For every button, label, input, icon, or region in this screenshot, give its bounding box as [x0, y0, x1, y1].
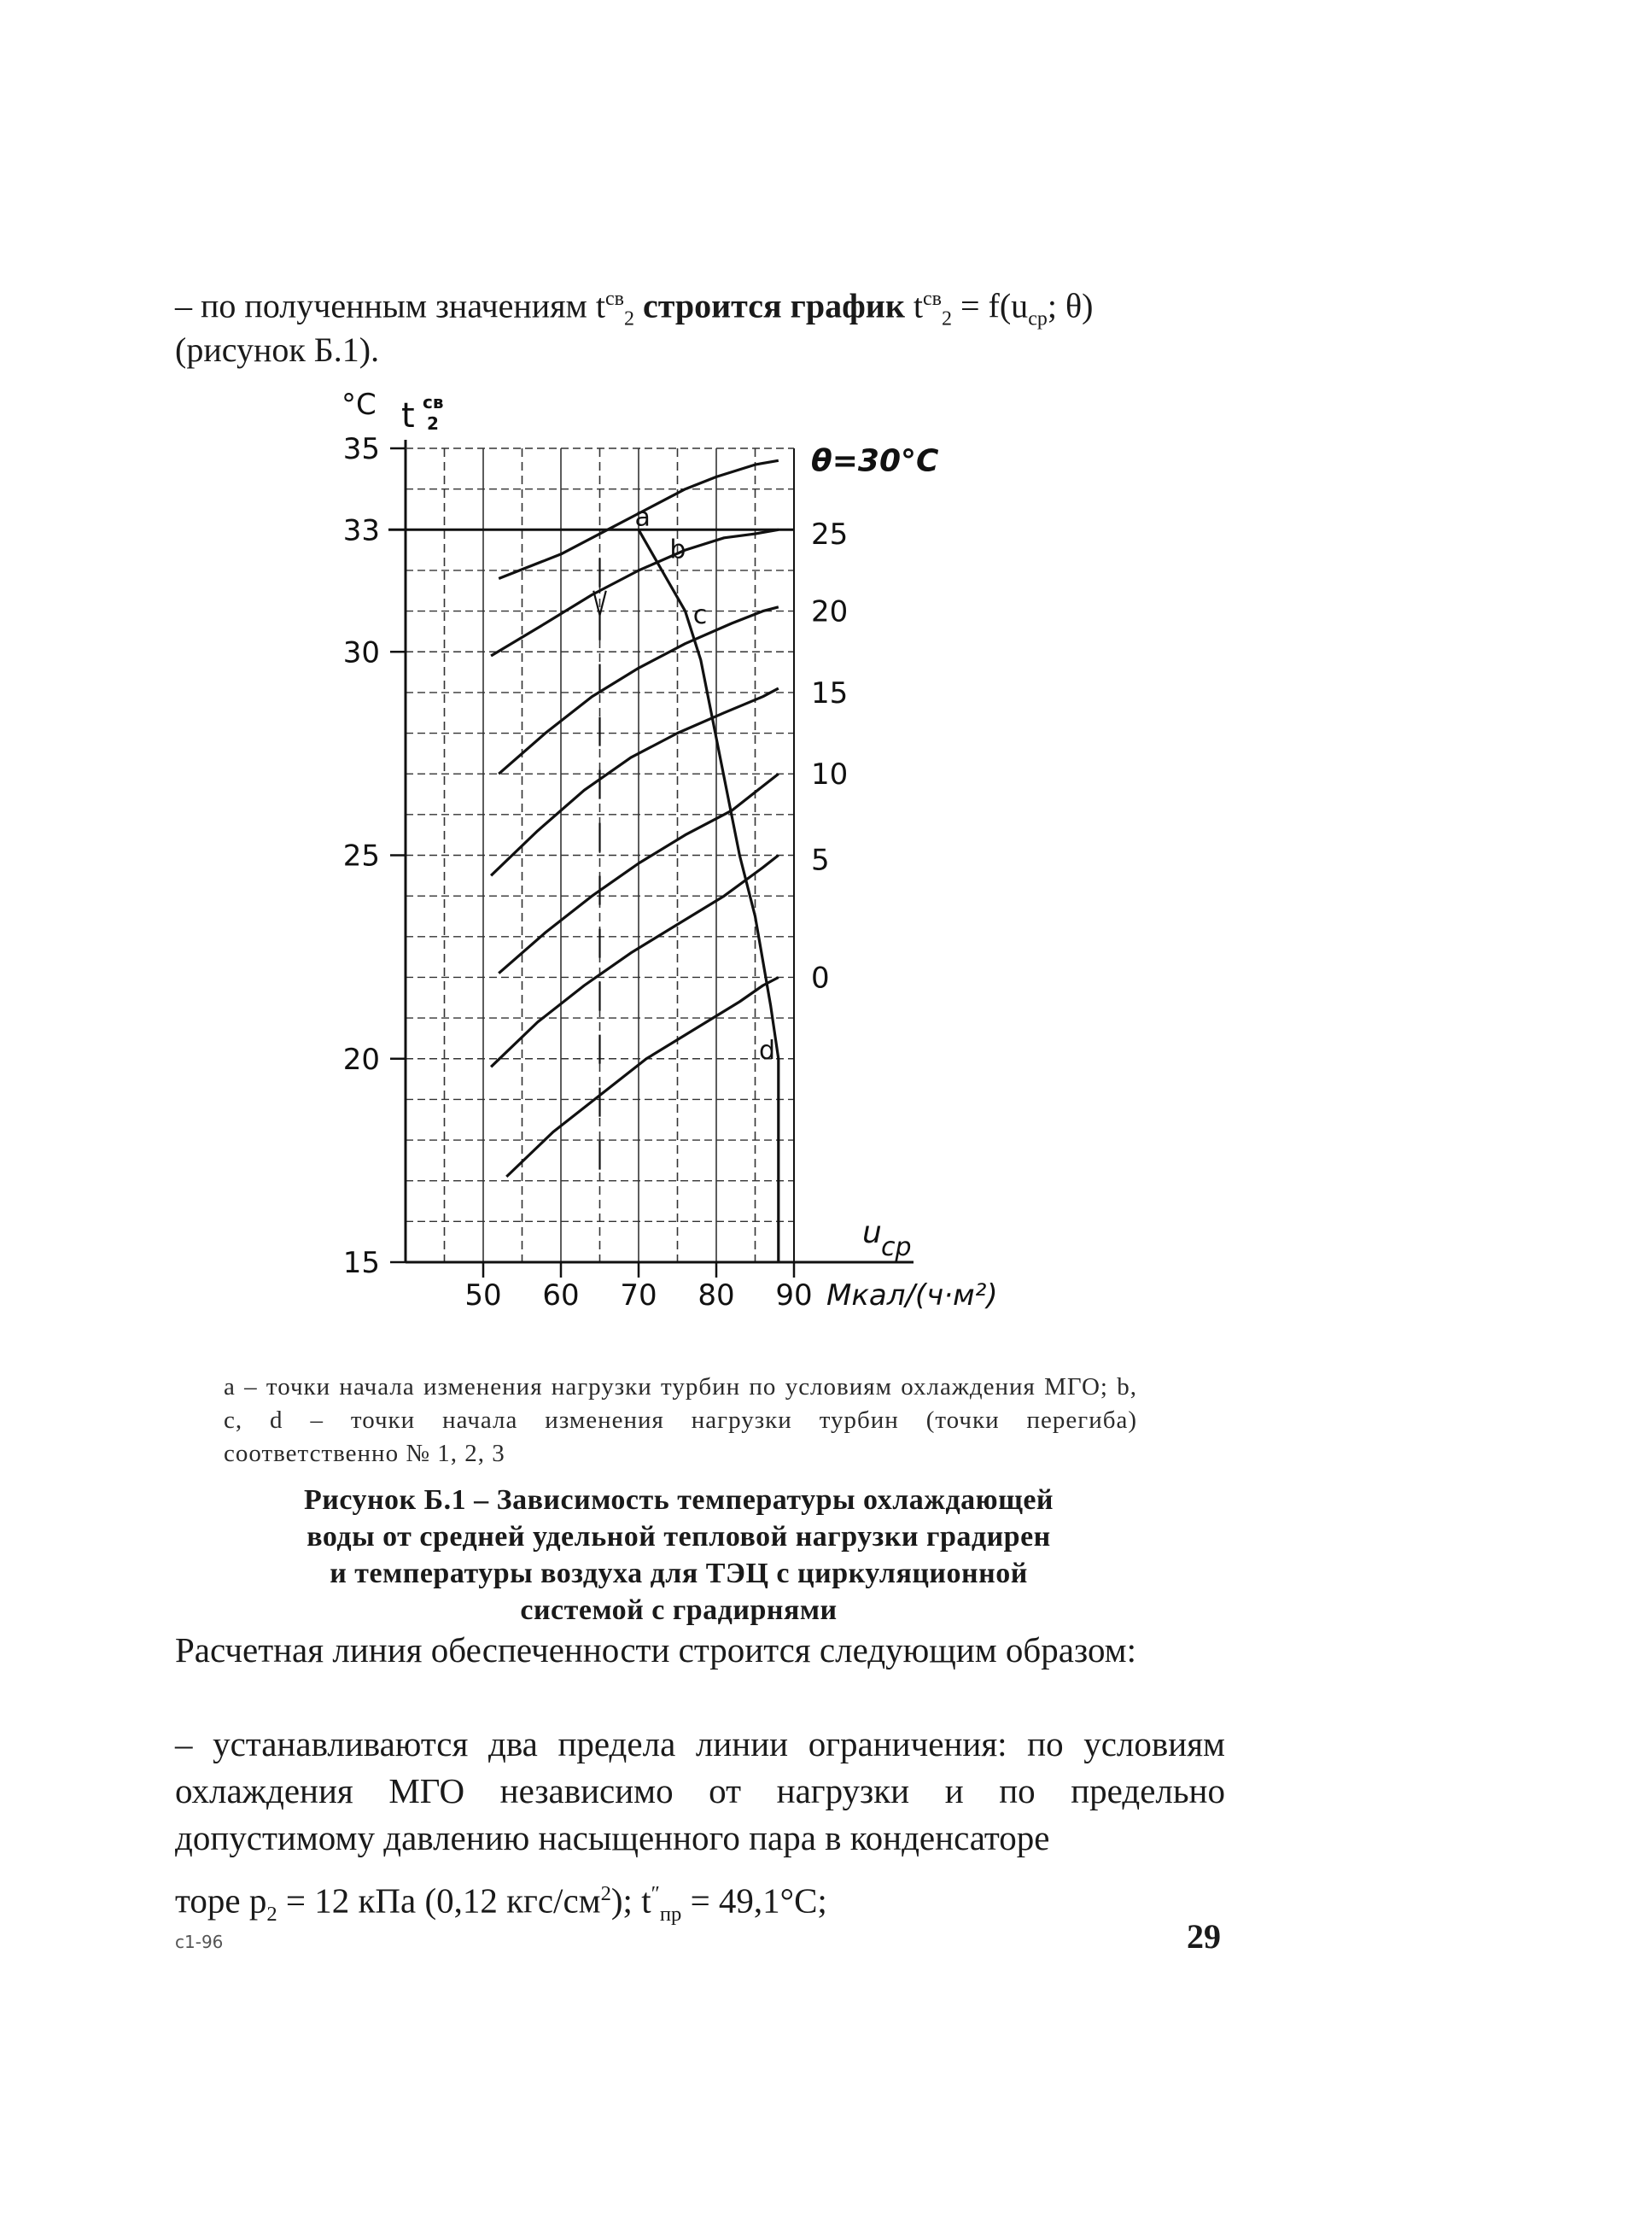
x-axis-label: u — [862, 1215, 882, 1250]
y-units-label: °С — [341, 388, 377, 422]
y-axis-label: t — [401, 396, 415, 436]
caption-line-3: и температуры воздуха для ТЭЦ с циркуляционной — [330, 1558, 1028, 1589]
y-tick-label: 25 — [342, 839, 380, 874]
x-tick-label: 70 — [620, 1278, 657, 1313]
intro-bold: строится график — [642, 286, 905, 325]
u-subscript: ср — [1028, 307, 1048, 330]
intro-line-1: – по полученным значениям $t^{св}_2$ строится график $t^{св}_2 = f(u_{ср}$; θ) — [175, 286, 1094, 330]
caption-line-1: Рисунок Б.1 – Зависимость температуры охлаждающей — [303, 1484, 1054, 1516]
y-tick-label: 33 — [342, 513, 380, 548]
intro-text: – по полученным значениям t — [175, 286, 605, 325]
figure-b1-chart — [0, 376, 1652, 1332]
x-tick-label: 80 — [698, 1278, 735, 1313]
intro-equation: = f(u — [960, 286, 1029, 325]
point-label-a: a — [634, 502, 651, 533]
curve-label: θ=30°С — [811, 443, 939, 479]
t-subscript: 2 — [623, 307, 634, 330]
y-axis-label-sup: св — [423, 392, 444, 412]
intro-line-2: (рисунок Б.1). — [175, 330, 380, 369]
x-tick-label: 90 — [775, 1278, 813, 1313]
y-tick-label: 15 — [342, 1246, 380, 1280]
y-tick-label: 35 — [342, 432, 380, 466]
curve-label: 10 — [811, 757, 849, 792]
curve-theta-5 — [491, 856, 779, 1067]
p3-sup: 2 — [600, 1882, 611, 1905]
figure-legend: а – точки начала изменения нагрузки турбин по условиям охлаждения МГО; b, c, d – точки начала изменения нагрузки турбин (точки перегиба) соответственно № 1, 2, 3 — [224, 1373, 1137, 1467]
body-paragraph-2: – устанавливаются два предела линии ограничения: по условиям охлаждения МГО независимо от нагрузки и по предельно допустимому давлению насыщенного пара в конденсаторе — [175, 1724, 1225, 1857]
curve-label: 20 — [811, 594, 849, 629]
p3-mid2: ); t — [610, 1880, 651, 1921]
x-tick-label: 60 — [542, 1278, 580, 1313]
curve-theta-0 — [506, 978, 779, 1177]
p3-sub2: пр — [659, 1902, 682, 1926]
y-tick-label: 20 — [342, 1042, 380, 1077]
t2-superscript: св — [923, 288, 942, 310]
caption-line-4: системой с градирнями — [520, 1594, 838, 1626]
curve-label: 25 — [811, 518, 849, 553]
curve-theta-15 — [491, 688, 779, 875]
p3-sub: 2 — [266, 1902, 277, 1926]
page-number: 29 — [1187, 1917, 1221, 1956]
footer-code: с1-96 — [175, 1932, 224, 1952]
curve-label: 5 — [811, 843, 830, 878]
t-superscript: св — [604, 288, 624, 310]
x-units-label: Мкал/(ч·м²) — [826, 1278, 998, 1313]
p3-text: торе p — [175, 1880, 267, 1921]
t2-subscript: 2 — [941, 307, 952, 330]
intro-tail: ; θ) — [1047, 286, 1094, 325]
p3-sup2: ″ — [651, 1882, 660, 1905]
p3-tail: = 49,1°С; — [681, 1880, 827, 1921]
curve-theta-25 — [491, 529, 779, 656]
point-label-b: b — [669, 535, 686, 565]
curve-label: 0 — [811, 961, 830, 996]
figure-caption — [205, 1482, 1153, 1629]
y-tick-label: 30 — [342, 635, 380, 670]
caption-line-2: воды от средней удельной тепловой нагрузки градирен — [306, 1521, 1051, 1553]
y-axis-label-sub: 2 — [427, 413, 439, 434]
point-label-d: d — [759, 1035, 776, 1066]
curve-label: 15 — [811, 675, 849, 711]
x-axis-label-sub: ср — [881, 1232, 912, 1262]
x-tick-label: 50 — [464, 1278, 502, 1313]
body-paragraph-3 — [175, 1870, 1225, 1938]
p3-mid: = 12 кПа (0,12 кгс/см — [277, 1880, 601, 1921]
body-paragraph-1: Расчетная линия обеспеченности строится следующим образом: — [175, 1630, 1136, 1670]
point-label-c: c — [692, 599, 708, 630]
